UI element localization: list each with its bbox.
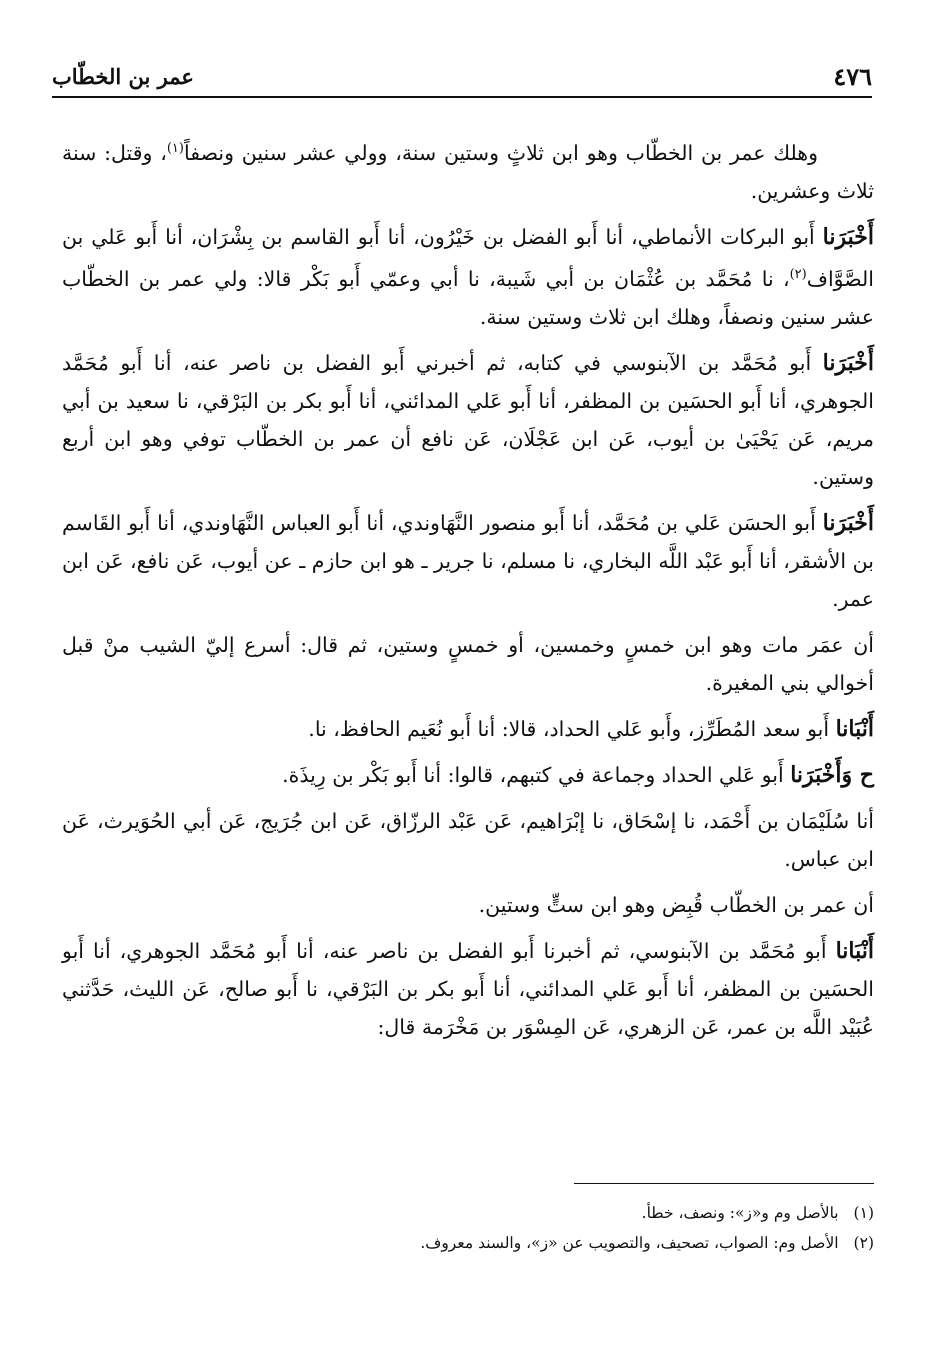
paragraph-text: أن عمَر مات وهو ابن خمسٍ وخمسين، أو خمسٍ وستين، ثم قال: أسرع إليّ الشيب منْ قبل أخوالي بني المغيرة. bbox=[62, 632, 874, 695]
footnote-number: (٢) bbox=[853, 1234, 874, 1252]
paragraph bbox=[62, 710, 874, 748]
paragraph bbox=[62, 344, 874, 496]
footnote-reference[interactable]: (١) bbox=[166, 141, 184, 156]
footnote-reference[interactable]: (٢) bbox=[789, 266, 807, 282]
paragraph-text: ، وقتل: سنة ثلاث وعشرين. bbox=[62, 140, 874, 203]
page-number: ٤٧٦ bbox=[833, 62, 872, 91]
paragraph bbox=[62, 626, 874, 702]
footnote-text: الأصل وم: الصواب، تصحيف، والتصويب عن «ز»، والسند معروف. bbox=[420, 1234, 839, 1252]
footnote-number: (١) bbox=[853, 1204, 874, 1222]
paragraph-text: أن عمر بن الخطّاب قُبِض وهو ابن ستٍّ وستين. bbox=[478, 892, 874, 917]
transmission-keyword: أَنْبَانا bbox=[835, 937, 874, 964]
footnote bbox=[94, 1198, 874, 1228]
paragraph-text: أَبو البركات الأنماطي، أنا أَبو الفضل بن خَيْرُون، أنا أَبو القاسم بن بِشْرَان، أنا أَبو عَلي بن الصَّوَّاف bbox=[62, 224, 874, 291]
paragraph-text: أنا سُلَيْمَان بن أَحْمَد، نا إسْحَاق، نا إبْرَاهيم، عَن عَبْد الرزّاق، عَن ابن جُرَيج، عَن أبي الحُوَيرث، عَن ابن عباس. bbox=[62, 808, 874, 871]
paragraph-text: أَبو عَلي الحداد وجماعة في كتبهم، قالوا: أنا أَبو بَكْر بن رِيذَة. bbox=[282, 762, 791, 787]
paragraph-text: أَبو مُحَمَّد بن الآبنوسي، ثم أخبرنا أَبو الفضل بن ناصر عنه، أنا أَبو مُحَمَّد الجوهري، أنا أَبو الحسَين بن المظفر، أنا أَبو عَلي المدائني، أنا أَبو بكر بن البَرْقي، نا أَبو صالح، عَن الليث، حَدَّثني عُبَيْد اللَّه بن عمر، عَن الزهري، عَن المِسْوَر بن مَخْرَمة قال: bbox=[62, 938, 874, 1039]
paragraph-text: أَبو مُحَمَّد بن الآبنوسي في كتابه، ثم أخبرني أَبو الفضل بن ناصر عنه، أنا أَبو مُحَمَّد الجوهري، أنا أَبو الحسَين بن المظفر، أنا أَبو عَلي المدائني، أنا أَبو بكر بن البَرْقي، نا سعيد بن أبي مريم، عَن يَحْيَىٰ بن أيوب، عَن ابن عَجْلَان، عَن نافع أن عمر بن الخطّاب توفي وهو ابن أربع وستين. bbox=[62, 350, 874, 489]
page-header bbox=[52, 62, 872, 98]
paragraph-text: وهلك عمر بن الخطّاب وهو ابن ثلاثٍ وستين سنة، وولي عشر سنين ونصفاً bbox=[183, 140, 818, 165]
transmission-keyword: ح وَأَخْبَرَنا bbox=[790, 761, 874, 788]
transmission-keyword: أَنْبَانا bbox=[835, 715, 874, 742]
transmission-keyword: أَخْبَرَنا bbox=[822, 509, 874, 536]
paragraph bbox=[62, 756, 874, 794]
paragraph bbox=[62, 886, 874, 924]
paragraph bbox=[62, 802, 874, 878]
paragraph bbox=[62, 932, 874, 1046]
transmission-keyword: أَخْبَرَنا bbox=[822, 223, 874, 250]
paragraph-text: أَبو سعد المُطَرِّز، وأَبو عَلي الحداد، قالا: أنا أَبو نُعَيم الحافظ، نا. bbox=[308, 716, 836, 741]
running-title: عمر بن الخطّاب bbox=[52, 64, 194, 89]
footnotes bbox=[94, 1198, 874, 1258]
paragraph bbox=[62, 504, 874, 618]
paragraph bbox=[62, 130, 874, 210]
main-text bbox=[62, 130, 874, 1054]
footnote-divider bbox=[574, 1183, 874, 1184]
paragraph-text: ، نا مُحَمَّد بن عُثْمَان بن أبي شَيبة، نا أبي وعمّي أَبو بَكْر قالا: ولي عمر بن الخطّاب عشر سنين ونصفاً، وهلك ابن ثلاث وستين سنة. bbox=[62, 266, 874, 329]
footnote-text: بالأصل وم و«ز»: ونصف، خطأ. bbox=[641, 1204, 839, 1222]
footnote bbox=[94, 1228, 874, 1258]
paragraph-text: أَبو الحسَن عَلي بن مُحَمَّد، أنا أَبو منصور النَّهَاوندي، أنا أَبو العباس النَّهَاوندي، أنا أَبو القَاسم بن الأشقر، أنا أَبو عَبْد اللَّه البخاري، نا مسلم، نا جرير ـ هو ابن حازم ـ عن أيوب، عَن نافع، عَن ابن عمر. bbox=[62, 510, 874, 611]
paragraph bbox=[62, 218, 874, 336]
transmission-keyword: أَخْبَرَنا bbox=[822, 349, 874, 376]
